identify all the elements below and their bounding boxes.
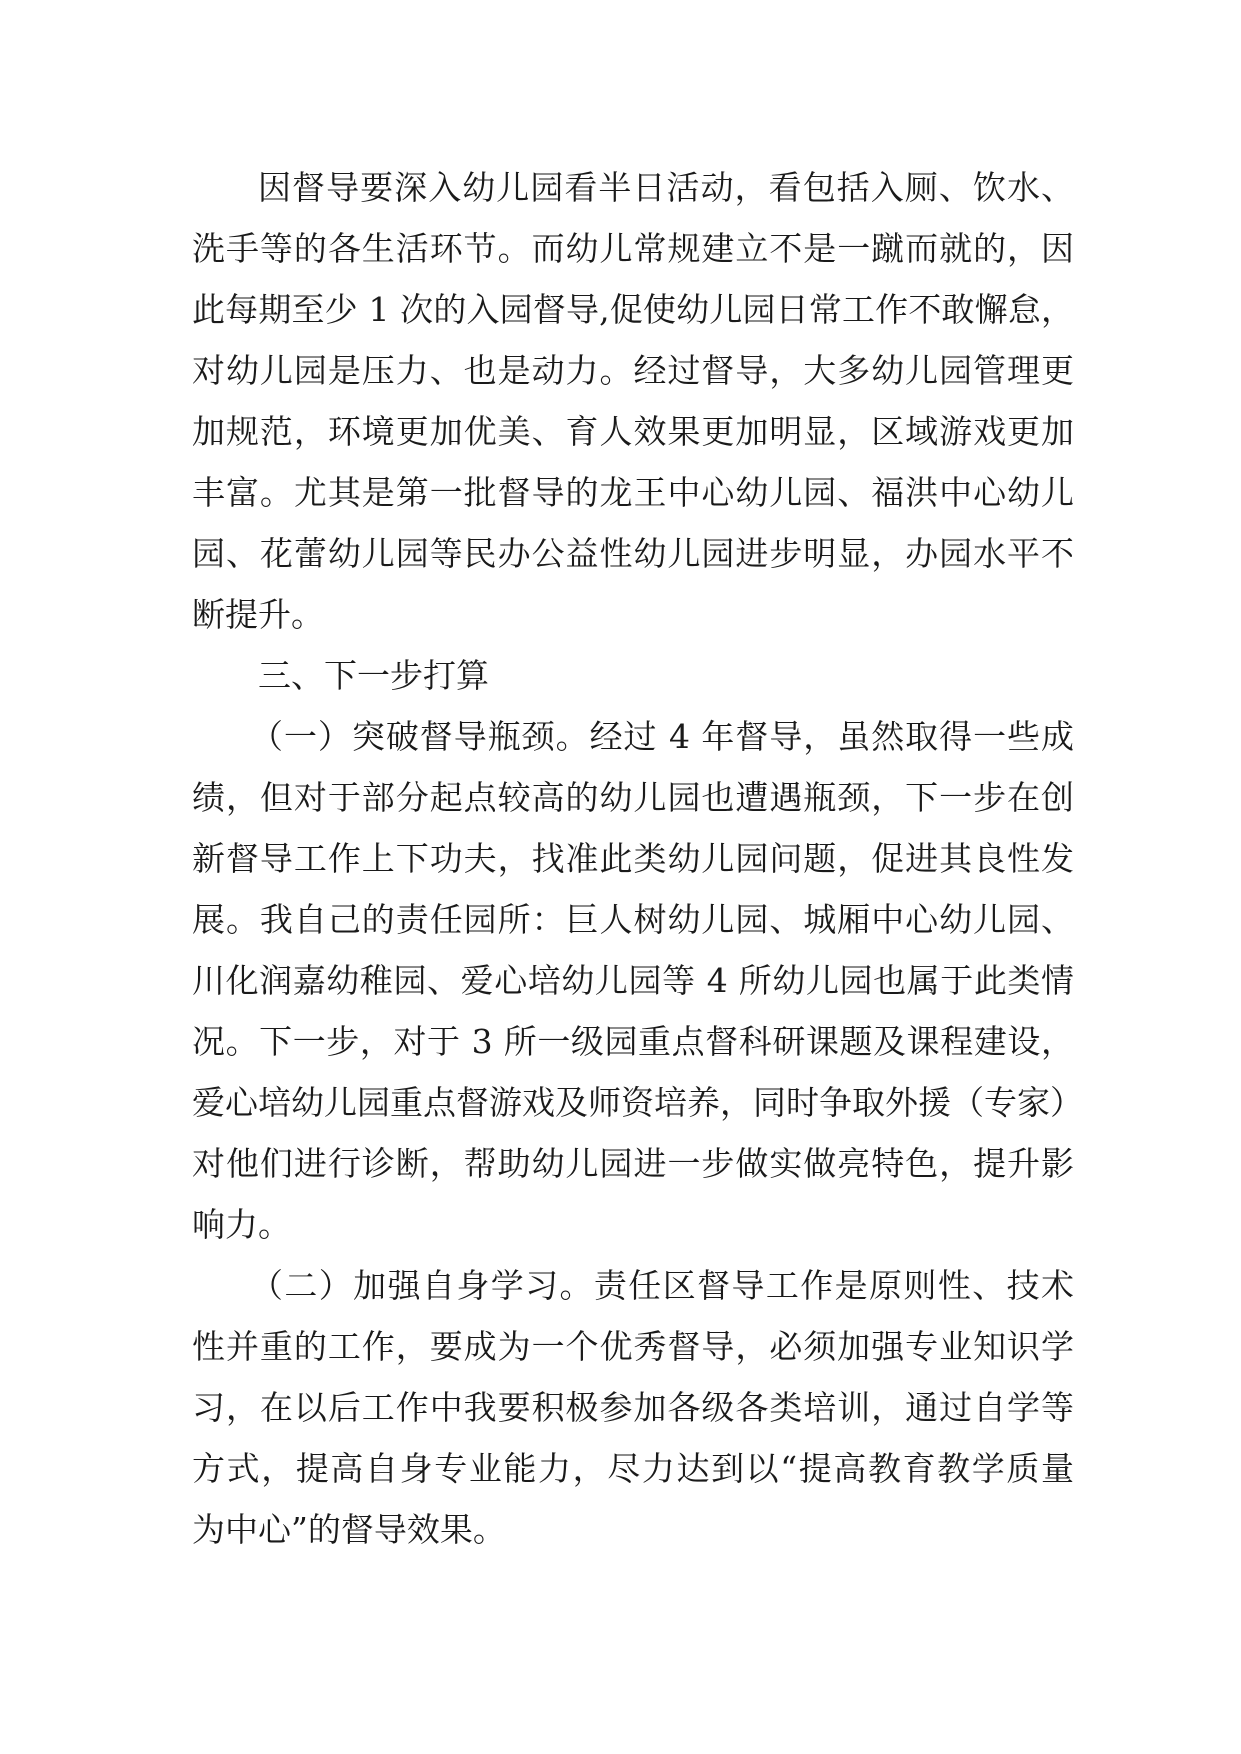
paragraph-break-bottleneck (192, 706, 1083, 1255)
text-line: 因督导要深入幼儿园看半日活动，看包括入厕、饮水、 (258, 168, 1074, 207)
text-line: （一）突破督导瓶颈。经过 4 年督导，虽然取得一些成 (250, 717, 1074, 756)
paragraph-kindergarten-supervision (192, 157, 1074, 645)
document-body (192, 157, 1083, 1560)
text-line: 爱心培幼儿园重点督游戏及师资培养，同时争取外援（专家） (192, 1083, 1083, 1122)
text-line: 丰富。尤其是第一批督导的龙王中心幼儿园、福洪中心幼儿 (192, 473, 1074, 512)
section-heading-next-steps (192, 645, 1074, 706)
text-line: 展。我自己的责任园所：巨人树幼儿园、城厢中心幼儿园、 (192, 900, 1074, 939)
text-line: 对他们进行诊断，帮助幼儿园进一步做实做亮特色，提升影 (192, 1144, 1074, 1183)
text-line: 为中心”的督导效果。 (192, 1510, 506, 1549)
text-line: 对幼儿园是压力、也是动力。经过督导，大多幼儿园管理更 (192, 351, 1074, 390)
text-line: 川化润嘉幼稚园、爱心培幼儿园等 4 所幼儿园也属于此类情 (192, 961, 1074, 1000)
text-line: 况。下一步，对于 3 所一级园重点督科研课题及课程建设， (192, 1022, 1074, 1061)
text-line: （二）加强自身学习。责任区督导工作是原则性、技术 (250, 1266, 1074, 1305)
text-line: 断提升。 (192, 595, 324, 634)
text-line: 习，在以后工作中我要积极参加各级各类培训，通过自学等 (192, 1388, 1074, 1427)
text-line: 方式，提高自身专业能力，尽力达到以“提高教育教学质量 (192, 1449, 1074, 1488)
text-line: 新督导工作上下功夫，找准此类幼儿园问题，促进其良性发 (192, 839, 1074, 878)
text-line: 加规范，环境更加优美、育人效果更加明显，区域游戏更加 (192, 412, 1074, 451)
text-line: 响力。 (192, 1205, 291, 1244)
paragraph-self-study (192, 1255, 1074, 1560)
section-heading: 三、下一步打算 (258, 656, 489, 695)
text-line: 性并重的工作，要成为一个优秀督导，必须加强专业知识学 (192, 1327, 1074, 1366)
text-line: 洗手等的各生活环节。而幼儿常规建立不是一蹴而就的，因 (192, 229, 1074, 268)
text-line: 此每期至少 1 次的入园督导,促使幼儿园日常工作不敢懈怠， (192, 290, 1074, 329)
text-line: 园、花蕾幼儿园等民办公益性幼儿园进步明显，办园水平不 (192, 534, 1074, 573)
text-line: 绩，但对于部分起点较高的幼儿园也遭遇瓶颈，下一步在创 (192, 778, 1074, 817)
